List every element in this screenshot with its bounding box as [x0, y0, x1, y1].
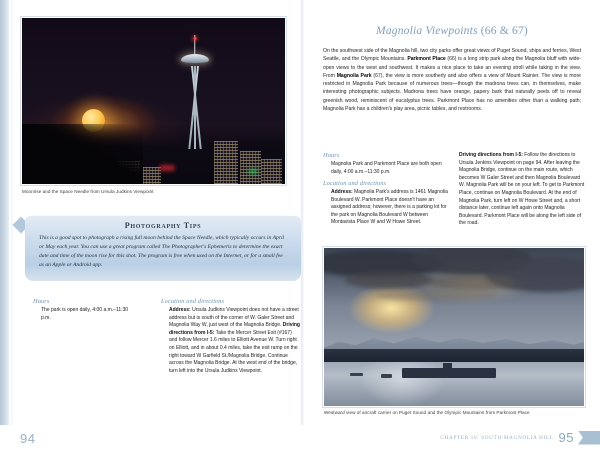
folio-right: 95: [558, 430, 574, 445]
cloud: [428, 275, 516, 290]
body-part-2: (66) is a long strip park along the Magnolia bluff with wide-open views to the west and southwest. It makes a nice place to take an evening stroll while taking in the view. From: [323, 56, 581, 79]
left-hours-block: [33, 298, 138, 322]
left-directions-text: Take the Mercer Street Exit (#167) and follow Mercer 1.6 miles to Elliott Avenue W. Turn right on Elliott, and in about 0.4 miles, take the exit ramp on the right toward W Garfield St./Magnolia Bridge. Continue across the Magnolia Bridge. At the west end of the bridge, turn left into the Ursula Judkins Viewpoint.: [169, 329, 298, 374]
right-hours-block: [323, 152, 445, 176]
right-directions-block: [459, 152, 585, 228]
photography-tips-callout: [25, 215, 301, 281]
cloud: [345, 271, 433, 289]
right-location-block: [323, 180, 449, 227]
green-light-glow: [248, 169, 258, 174]
right-hours-heading: Hours: [323, 152, 340, 159]
magnolia-park-bold: Magnolia Park: [336, 72, 372, 79]
right-hours-body: Magnolia Park and Parkmont Place are both open daily, 4:00 a.m.–11:30 p.m.: [331, 161, 442, 175]
left-location-block: [161, 298, 301, 375]
right-body-text: [323, 47, 581, 113]
left-page: [13, 0, 301, 450]
right-address-label: Address:: [331, 189, 353, 195]
right-directions-text: Follow the directions to Ursula Jenkins Viewpoint on page 94. After leaving the Magnolia Bridge, continue on the main route, which becomes W Galer Street and then Magnolia Boulevard W. Magnolia Park will be on your left. To get to Parkmont Place, continue on Magnolia Boulevard. At the end of Magnolia Park, turn left on W Howe Street and, a short distance later, continue left again onto Magnolia Boulevard. Parkmont Place will be along the left side of the road.: [459, 152, 585, 227]
right-directions-label: Driving directions from I-5:: [459, 152, 523, 158]
left-location-heading: Location and directions: [161, 298, 225, 305]
foreground-ridge: [22, 124, 143, 184]
page-title-main: Magnolia Viewpoints: [376, 25, 481, 37]
left-hours-heading: Hours: [33, 298, 50, 305]
photography-tips-body: This is a good spot to photograph a rising full moon behind the Space Needle, which typically occurs in April or May each year. You can use a great program called The Photographer's Ephemeris to determine the exact date and time of the moon rise for this shot. The program is free when used on the Internet, or for a small fee as an Apple or Android app.: [39, 235, 285, 269]
right-location-body: [323, 189, 449, 227]
footer-right-group: [440, 425, 600, 450]
sunset-photo-caption: Westward view of aircraft carrier on Puget Sound and the Olympic Mountains from Parkmont Place: [324, 410, 530, 415]
moonrise-space-needle-photo: [21, 17, 286, 185]
space-needle: [180, 35, 210, 164]
sunset-sky: [324, 248, 584, 352]
folio-left: 94: [20, 431, 36, 446]
left-address-text: Ursula Judkins Viewpoint does not have a street address but is south of the corner of W. Galer Street and Magnolia Way W, just west of the Magnolia Bridge.: [169, 307, 299, 329]
building: [214, 141, 238, 184]
page-footer: [0, 425, 600, 450]
chapter-label: CHAPTER 10: SOUTH MAGNOLIA HILL: [440, 434, 554, 441]
right-directions-body: [459, 152, 585, 228]
left-location-body: [161, 307, 301, 375]
building: [240, 151, 261, 184]
needle-saucer: [181, 54, 209, 63]
building: [143, 167, 161, 184]
left-edge-decoration: [0, 0, 9, 450]
page-title-numbers: (66 & 67): [480, 25, 528, 37]
parkmont-place-bold: Parkmont Place: [407, 56, 446, 63]
page-title: [304, 25, 600, 37]
small-boat: [350, 373, 363, 376]
red-light-glow: [159, 165, 175, 171]
body-part-3: (67), the view is more southerly and also offers a view of Mount Rainier. The view is more restricted in Magnolia Park because of numerous trees—though the madrona trees can, in themselves, make interesting photographic subjects. Madrona trees have orange, papery bark that naturally peels off to reveal greenish wood, reminiscent of eucalyptus trees. Parkmont Place has no amenities other than a walking path; Magnolia Park has a children's play area, picnic tables, and restrooms.: [323, 72, 581, 113]
aircraft-carrier: [402, 368, 496, 377]
left-directions-label: Driving directions from I-5:: [169, 322, 300, 336]
puget-sound-sunset-carrier-photo: [323, 247, 585, 407]
right-page: [304, 0, 600, 450]
left-hours-body: The park is open daily, 4:00 a.m.–11:30 p.m.: [41, 307, 129, 321]
left-address-label: Address:: [169, 307, 191, 313]
moonrise-photo-caption: Moonrise and the Space Needle from Ursula Judkins Viewpoint: [22, 189, 154, 194]
body-part-1: On the southwest side of the Magnolia hill, two city parks offer great views of Puget Sound, ships and ferries, West Seattle, and the Olympic Mountains.: [323, 48, 581, 63]
right-address-text: Magnolia Park's address is 1461 Magnolia Boulevard W. Parkmont Place doesn't have an assigned address; however, there is a parking lot for the park on Magnolia Boulevard W between Montavista Place W and W Howe Street.: [331, 189, 448, 226]
folio-tab-marker: [578, 431, 600, 445]
building: [261, 159, 282, 184]
right-location-heading: Location and directions: [323, 180, 387, 187]
photography-tips-title: Photography Tips: [124, 221, 202, 230]
needle-beacon-icon: [193, 37, 196, 40]
cloud: [376, 290, 496, 301]
small-boat: [381, 374, 391, 377]
